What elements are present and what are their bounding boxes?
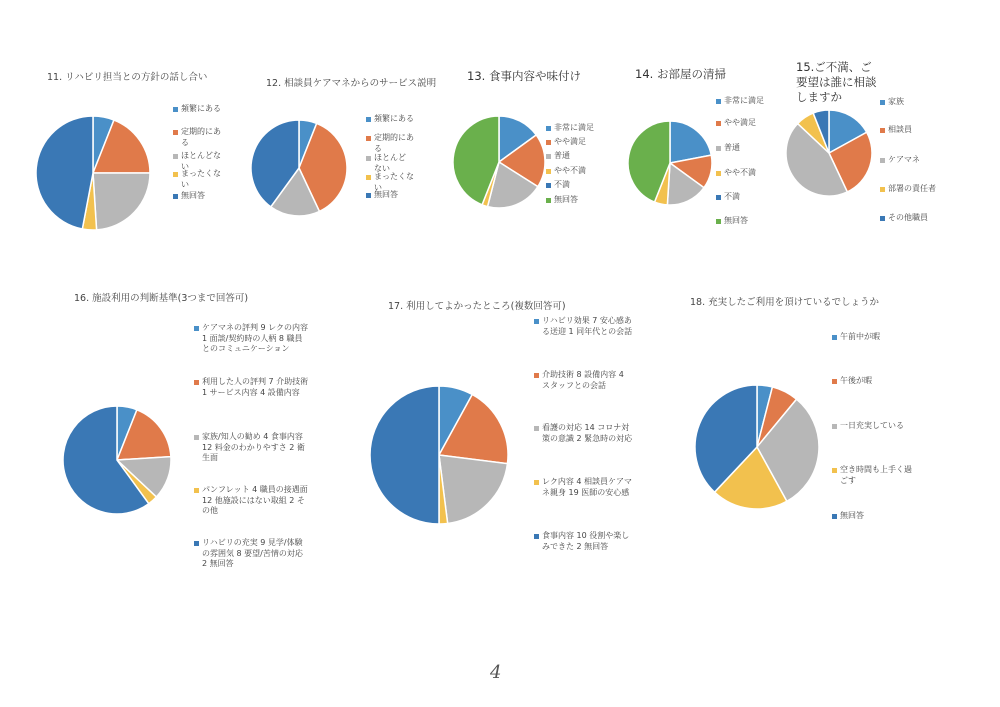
legend-item [832, 421, 907, 432]
legend-item [832, 332, 907, 343]
legend-label: 無回答 [724, 216, 748, 225]
legend-label: 普通 [724, 143, 740, 152]
legend-label: 無回答 [374, 190, 398, 199]
legend-label: 頻繁にある [181, 104, 221, 113]
legend-label: 非常に満足 [724, 96, 764, 105]
legend-label: 無回答 [840, 511, 864, 520]
legend-label: 食事内容 10 役割や楽しみできた 2 無回答 [542, 531, 630, 551]
legend-swatch [832, 424, 837, 429]
legend-label: 非常に満足 [554, 123, 594, 132]
legend-label: 定期的にある [181, 127, 221, 147]
legend-label: ケアマネの評判 9 レクの内容 1 面談/契約時の人柄 8 職員とのコミュニケーション [202, 323, 309, 353]
legend-label: やや不満 [724, 168, 756, 177]
legend-item [832, 465, 917, 486]
legend-swatch [832, 379, 837, 384]
chart-15-title: 15.ご不満、ご要望は誰に相談しますか [796, 60, 877, 104]
legend-label: 不満 [724, 192, 740, 201]
legend-label: その他職員 [888, 213, 928, 222]
legend-label: やや満足 [554, 137, 586, 146]
legend-label: 相談員 [888, 125, 912, 134]
legend-label: リハビリ効果 7 安心感ある送迎 1 同年代との会話 [542, 316, 633, 336]
legend-label: レク内容 4 相談員ケアマネ親身 19 医師の安心感 [542, 477, 633, 497]
legend-item [832, 511, 907, 522]
chart-13-title: 13. 食事内容や味付け [467, 69, 581, 83]
legend-label: やや満足 [724, 118, 756, 127]
legend-label: 無回答 [554, 195, 578, 204]
legend-label: 家族/知人の勧め 4 食事内容 12 料金のわかりやすさ 2 衛生面 [202, 432, 305, 462]
legend-label: 午後が暇 [840, 376, 872, 385]
chart-12-title: 12. 相談員ケアマネからのサービス説明 [266, 78, 437, 89]
legend-label: 部署の責任者 [888, 184, 936, 193]
legend-label: 頻繁にある [374, 114, 414, 123]
legend-label: 定期的にある [374, 133, 414, 153]
legend-swatch [832, 514, 837, 519]
legend-swatch [832, 335, 837, 340]
legend-label: 家族 [888, 97, 904, 106]
legend-item [832, 376, 907, 387]
chart-11-title: 11. リハビリ担当との方針の話し合い [47, 72, 208, 83]
chart-18-title: 18. 充実したご利用を頂けているでしょうか [690, 297, 880, 308]
legend-label: リハビリの充実 9 見学/体験の雰囲気 8 要望/苦情の対応 2 無回答 [202, 538, 303, 568]
legend-label: ほとんどない [374, 153, 406, 173]
legend-label: 空き時間も上手く過ごす [840, 465, 912, 485]
legend-label: まったくない [374, 172, 414, 192]
legend-label: まったくない [181, 169, 221, 189]
legend-label: 午前中が暇 [840, 332, 880, 341]
legend-label: パンフレット 4 職員の接遇面 12 他施設にはない取組 2 その他 [202, 485, 308, 515]
chart-16-title: 16. 施設利用の判断基準(3つまで回答可) [74, 293, 249, 304]
legend-swatch [832, 468, 837, 473]
legend-label: 一日充実している [840, 421, 904, 430]
chart-17-title: 17. 利用してよかったところ(複数回答可) [388, 301, 566, 312]
legend-label: 利用した人の評判 7 介助技術 1 サービス内容 4 設備内容 [202, 377, 309, 397]
legend-label: 不満 [554, 180, 570, 189]
page-number: 4 [490, 662, 502, 683]
legend-label: 普通 [554, 151, 570, 160]
legend-label: 無回答 [181, 191, 205, 200]
legend-label: ケアマネ [888, 155, 920, 164]
legend-label: 看護の対応 14 コロナ対策の意識 2 緊急時の対応 [542, 423, 633, 443]
legend-label: やや不満 [554, 166, 586, 175]
legend-label: 介助技術 8 設備内容 4 スタッフとの会話 [542, 370, 624, 390]
legend-label: ほとんどない [181, 151, 221, 171]
chart-14-title: 14. お部屋の清掃 [635, 67, 726, 81]
